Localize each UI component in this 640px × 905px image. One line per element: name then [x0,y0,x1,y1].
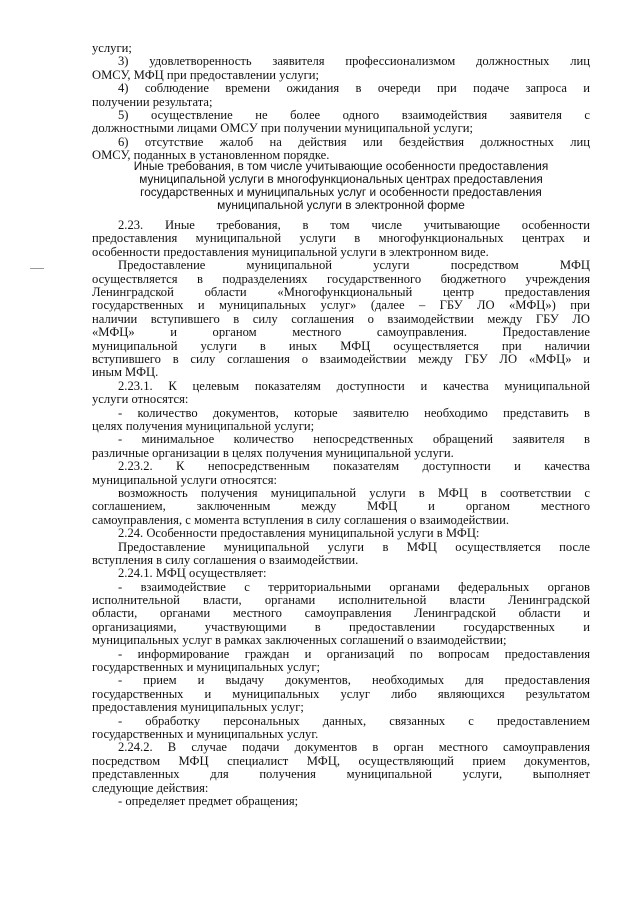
paragraph-line: наличии вступившего в силу соглашения о взаимодействии между ГБУ ЛО [92,312,590,326]
paragraph-line: Предоставление муниципальной услуги посредством МФЦ [118,259,590,273]
paragraph-line: организациями, участвующими в предоставлении государственных и [92,620,590,634]
paragraph-line: 2.24. Особенности предоставления муниципальной услуги в МФЦ: [118,527,480,541]
heading-line: Иные требования, в том числе учитывающие особенности предоставления [133,160,549,173]
list-line: ОМСУ, поданных в установленном порядке. [92,149,330,163]
paragraph-line: государственных и муниципальных услуг либо являющихся результатом [92,687,590,701]
paragraph-line: - минимальное количество непосредственных обращений заявителя в [118,433,590,447]
paragraph-line: посредством МФЦ специалист МФЦ, осуществляющий прием документов, [92,754,590,768]
paragraph-line: - взаимодействие с территориальными органами федеральных органов [118,580,590,594]
paragraph-line: представленных для получения муниципальной услуги, выполняет [92,768,590,782]
paragraph-line: 2.24.1. МФЦ осуществляет: [118,567,267,581]
section-heading [102,160,580,212]
list-line: получении результата; [92,95,213,109]
paragraph-line: вступившего в силу соглашения о взаимодействии между ГБУ ЛО «МФЦ» и [92,352,590,366]
body-text [92,219,590,808]
paragraph-line: самоуправления, с момента вступления в силу соглашения о взаимодействии. [92,513,510,527]
paragraph-line: следующие действия: [92,781,209,795]
paragraph-line: различные организации в целях получения муниципальной услуги. [92,446,454,460]
paragraph-line: осуществляется в подразделениях государственного бюджетного учреждения [92,272,590,286]
paragraph-line: возможность получения муниципальной услуги в МФЦ в соответствии с [118,486,590,500]
paragraph-line: целях получения муниципальной услуги; [92,419,315,433]
paragraph-line: соглашением, заключенным между МФЦ и органом местного [92,500,590,514]
paragraph-line: исполнительной власти, органами исполнительной власти Ленинградской [92,594,590,608]
paragraph-line: Предоставление муниципальной услуги в МФЦ осуществляется после [118,540,590,554]
paragraph-line: 2.24.2. В случае подачи документов в орган местного самоуправления [118,741,590,755]
list-item: 3) удовлетворенность заявителя профессионализмом должностных лиц [118,55,590,69]
paragraph-line: муниципальной услуги относятся: [92,473,278,487]
list-item: 5) осуществление не более одного взаимодействия заявителя с [118,109,590,122]
paragraph-line: - количество документов, которые заявителю необходимо представить в [118,406,590,420]
paragraph-line: «МФЦ» и органом местного самоуправления. Предоставление [92,326,590,340]
list-item: 6) отсутствие жалоб на действия или бездействия должностных лиц [118,135,590,149]
list-item: 4) соблюдение времени ожидания в очереди при подаче запроса и [118,82,590,96]
paragraph-line: - информирование граждан и организаций по вопросам предоставления [118,647,590,661]
paragraph-line: муниципальных услуг в рамках заключенных соглашений о взаимодействии; [92,634,507,648]
paragraph-line: иным МФЦ. [92,366,159,380]
list-line: ОМСУ, МФЦ при предоставлении услуги; [92,68,320,82]
paragraph-line: Ленинградской области «Многофункциональный центр предоставления [92,285,590,299]
paragraph-line: муниципальной услуги в иных МФЦ осуществляется при наличии [92,339,590,353]
paragraph-line: предоставления муниципальной услуги в многофункциональных центрах и [92,232,590,246]
criteria-list [92,42,590,163]
scan-mark [30,268,44,269]
paragraph-line: 2.23.2. К непосредственным показателям доступности и качества [118,460,590,474]
paragraph-line: государственных и муниципальных услуг» (далее – ГБУ ЛО «МФЦ») при [92,299,590,313]
heading-line: муниципальной услуги в многофункциональных центрах предоставления [139,173,543,187]
paragraph-line: - прием и выдачу документов, необходимых для предоставления [118,674,590,688]
heading-line: муниципальной услуги в электронной форме [217,199,465,213]
heading-line: государственных и муниципальных услуг и особенности предоставления [140,186,542,200]
paragraph-line: особенности предоставления муниципальной услуги в электронном виде. [92,245,489,259]
paragraph-line: - обработку персональных данных, связанных с предоставлением [118,714,590,728]
paragraph-line: - определяет предмет обращения; [118,795,299,809]
paragraph-line: 2.23.1. К целевым показателям доступности и качества муниципальной [118,379,590,393]
paragraph-line: государственных и муниципальных услуг; [92,661,320,675]
paragraph-line: услуги относятся: [92,393,189,407]
paragraph-line: вступления в силу соглашения о взаимодействии. [92,553,359,567]
paragraph-line: области, органами местного самоуправления Ленинградской области и [92,607,590,621]
list-line: услуги; [92,42,132,55]
paragraph-line: государственных и муниципальных услуг. [92,728,319,742]
paragraph-line: 2.23. Иные требования, в том числе учитывающие особенности [118,219,590,232]
paragraph-line: предоставления муниципальных услуг; [92,701,304,715]
list-line: должностными лицами ОМСУ при получении муниципальной услуги; [92,122,473,136]
